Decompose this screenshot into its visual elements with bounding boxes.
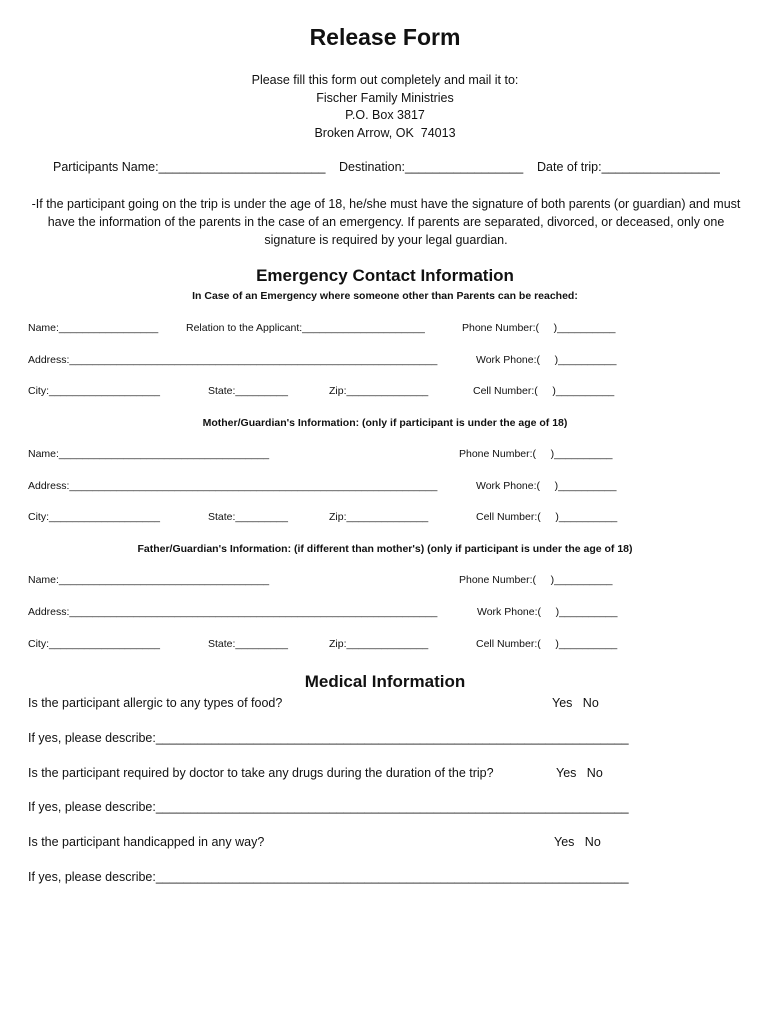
- mother-city-field[interactable]: City:___________________: [28, 511, 160, 523]
- emergency-city-field[interactable]: City:___________________: [28, 385, 160, 397]
- medical-heading: Medical Information: [304, 672, 466, 691]
- father-zip-field[interactable]: Zip:______________: [329, 638, 429, 650]
- father-cell-field[interactable]: Cell Number:( )__________: [476, 638, 618, 650]
- mother-cell-field[interactable]: Cell Number:( )__________: [476, 511, 618, 523]
- mother-name-field[interactable]: Name:____________________________________: [28, 448, 270, 460]
- page-title: Release Form: [309, 24, 461, 50]
- father-name-field[interactable]: Name:____________________________________: [28, 574, 270, 586]
- allergy-describe-field[interactable]: If yes, please describe:____________________________________________________________________: [28, 731, 629, 745]
- handicap-question: Is the participant handicapped in any way?: [28, 835, 265, 849]
- participant-name-field[interactable]: Participants Name:________________________: [53, 160, 326, 174]
- emergency-subheading: In Case of an Emergency where someone other than Parents can be reached:: [192, 290, 578, 302]
- mother-heading: Mother/Guardian's Information: (only if participant is under the age of 18): [202, 417, 568, 429]
- emergency-relation-field[interactable]: Relation to the Applicant:_____________________: [186, 322, 425, 334]
- emergency-address-field[interactable]: Address:_______________________________________________________________: [28, 354, 438, 366]
- emergency-state-field[interactable]: State:_________: [208, 385, 288, 397]
- guardian-notice: -If the participant going on the trip is under the age of 18, he/she must have the signature of both parents (or guardian) and must have the information of the parents in the case of an emergency. If parents are separated, divorced, or deceased, only one signature is required by your legal guardian.: [31, 197, 741, 247]
- emergency-heading: Emergency Contact Information: [256, 266, 514, 285]
- mother-state-field[interactable]: State:_________: [208, 511, 288, 523]
- drugs-question: Is the participant required by doctor to take any drugs during the duration of the trip?: [28, 766, 494, 780]
- drugs-describe-field[interactable]: If yes, please describe:____________________________________________________________________: [28, 800, 629, 814]
- mother-address-field[interactable]: Address:_______________________________________________________________: [28, 480, 438, 492]
- handicap-describe-field[interactable]: If yes, please describe:____________________________________________________________________: [28, 870, 629, 884]
- handicap-yes-no[interactable]: Yes No: [554, 835, 601, 849]
- emergency-zip-field[interactable]: Zip:______________: [329, 385, 429, 397]
- father-city-field[interactable]: City:___________________: [28, 638, 160, 650]
- mail-instruction: Please fill this form out completely and mail it to:: [251, 73, 519, 87]
- allergy-yes-no[interactable]: Yes No: [552, 696, 599, 710]
- mother-work-phone-field[interactable]: Work Phone:( )__________: [476, 480, 617, 492]
- mother-zip-field[interactable]: Zip:______________: [329, 511, 429, 523]
- father-address-field[interactable]: Address:_______________________________________________________________: [28, 606, 438, 618]
- emergency-work-phone-field[interactable]: Work Phone:( )__________: [476, 354, 617, 366]
- allergy-question: Is the participant allergic to any types of food?: [28, 696, 283, 710]
- father-state-field[interactable]: State:_________: [208, 638, 288, 650]
- city-state-zip: Broken Arrow, OK 74013: [314, 126, 456, 140]
- drugs-yes-no[interactable]: Yes No: [556, 766, 603, 780]
- father-phone-field[interactable]: Phone Number:( )__________: [459, 574, 613, 586]
- po-box: P.O. Box 3817: [345, 108, 425, 122]
- emergency-phone-field[interactable]: Phone Number:( )__________: [462, 322, 616, 334]
- emergency-cell-field[interactable]: Cell Number:( )__________: [473, 385, 615, 397]
- org-name: Fischer Family Ministries: [316, 91, 454, 105]
- destination-field[interactable]: Destination:_________________: [339, 160, 524, 174]
- father-heading: Father/Guardian's Information: (if different than mother's) (only if participant is under the age of 18): [137, 543, 633, 555]
- father-work-phone-field[interactable]: Work Phone:( )__________: [477, 606, 618, 618]
- trip-date-field[interactable]: Date of trip:_________________: [537, 160, 720, 174]
- mother-phone-field[interactable]: Phone Number:( )__________: [459, 448, 613, 460]
- emergency-name-field[interactable]: Name:_________________: [28, 322, 159, 334]
